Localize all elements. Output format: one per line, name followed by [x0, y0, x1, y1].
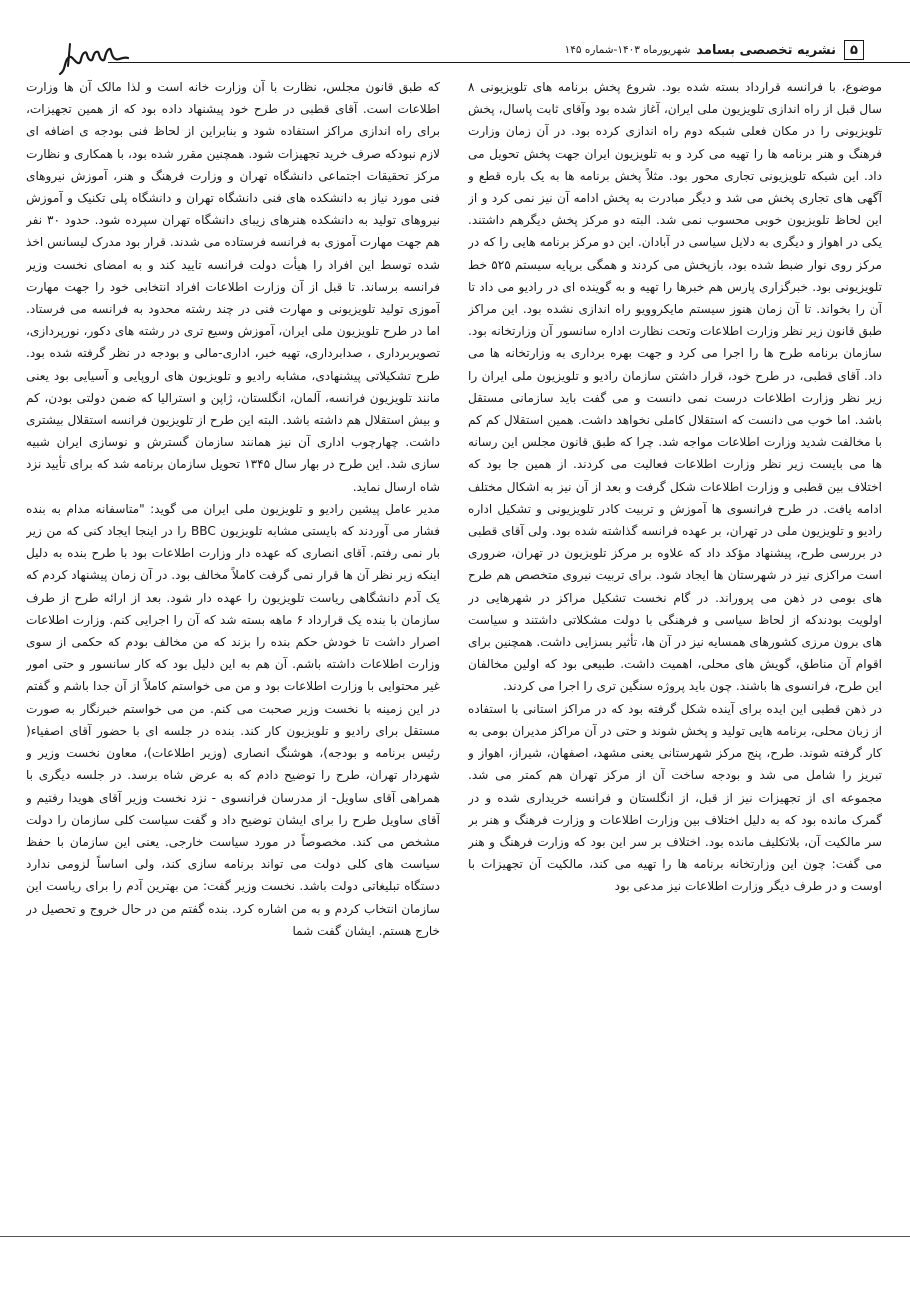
publication-title: نشریه تخصصی بسامد — [696, 42, 836, 58]
left-paragraph-2: مدیر عامل پیشین رادیو و تلویزیون ملی ایران می گوید: "متاسفانه مدام به بنده فشار می آوردند که بایستی مشابه تلویزیون BBC را در اینجا ایجاد کنی که من زیر بار نمی رفتم. آقای انصاری که عهده دار وزارت اطلاعات بود با طرح بنده به دلیل اینکه زیر نظر آن ها قرار نمی گرفت کاملاً مخالف بود. در آن زمان پیشنهاد کردم که یک آدم دانشگاهی ریاست تلویزیون را عهده دار شود. بعد از ارائه طرح از طرف سازمان با بنده یک قرارداد ۶ ماهه بسته شد که آن را اجرایی کنم. وزارت اطلاعات اصرار داشت تا خودش حکم بنده را بزند که من مخالف بودم که حکمی از سوی وزارت اطلاعات داشته باشم. آن هم به این دلیل بود که کار سانسور و حتی امور غیر محتوایی با وزارت اطلاعات بود و من می خواستم کاملاً از آن جدا باشم و گفتم در این زمینه با نخست وزیر صحبت می کنم. من می خواستم خبرنگار به صورت مستقل برای رادیو و تلویزیون کار کند. بنده در جلسه ای با حضور آقای اصفیاء( رئیس برنامه و بودجه)، هوشنگ انصاری (وزیر اطلاعات)، معاون نخست وزیر و شهردار تهران، طرح را توضیح دادم که به عرض شاه برسد. در جلسه دیگری با همراهی آقای ساویل- از مدرسان فرانسوی - نزد نخست وزیر آقای هویدا رفتیم و آقای ساویل طرح را برای ایشان توضیح داد و گفت سیاست کلی سازمان را دولت مشخص می کند. مخصوصاً در مورد سیاست خارجی. یعنی این سازمان با حفظ سیاست های کلی دولت می تواند برنامه سازی کند، ولی اساساً لزومی ندارد دستگاه تبلیغاتی دولت باشد. نخست وزیر گفت: من بهترین آدم را برای ریاست این سازمان انتخاب کردم و به من اشاره کرد. بنده گفتم من در حال خروج و تحصیل در خارج هستم. ایشان گفت شما — [26, 501, 440, 938]
issue-date: شهریورماه ۱۴۰۳-شماره ۱۴۵ — [564, 44, 691, 56]
right-paragraph-1: موضوع، با فرانسه قرارداد بسته شده بود. شروع پخش برنامه های تلویزیونی ۸ سال قبل از راه اندازی تلویزیون ملی ایران، آغاز شده بود وآقای ثابت پاسال، پخش تلویزیونی را در مکان فعلی شبکه دوم راه اندازی کرده بود. در آن زمان وزارت فرهنگ و هنر برنامه ها را تهیه می کرد و به تلویزیون ایران جهت پخش تحویل می داد. این شبکه تلویزیونی تجاری محور بود. مثلاً پخش برنامه ها به یک باره قطع و آگهی های تجاری پخش می شد و دیگر مبادرت به پخش ادامه آن نیز نمی کرد و از این لحاظ تلویزیون خوبی محسوب نمی شد. البته دو مرکز پخش دیگرهم داشتند. یکی در اهواز و دیگری به دلایل سیاسی در آبادان. این دو مرکز برنامه هایی را که در مرکز روی نوار ضبط شده بود، بازپخش می کردند و همگی برپایه سیستم ۵۲۵ خط تلویزیونی بود. خبرگزاری پارس هم خبرها را تهیه و به گوینده ای در رادیو می داد تا آن را بخواند. تا آن زمان هنوز سیستم مایکروویو راه اندازی نشده بود. این مراکز طبق قانون زیر نظر وزارت اطلاعات وتحت نظارت اداره سانسور آن وزارتخانه بود. سازمان برنامه طرح ها را اجرا می کرد و جهت بهره برداری به وزارتخانه ها می داد. آقای قطبی، در طرح خود، قرار داشتن سازمان رادیو و تلویزیون ملی ایران را زیر نظر وزارت اطلاعات درست نمی دانست و می گفت باید سازمانی مستقل باشد. اما خوب می دانست که استقلال کاملی نخواهد داشت. همین استقلال کم کم با مخالفت شدید وزارت اطلاعات مواجه شد. چرا که طبق قانون مجلس این رسانه ها می بایست زیر نظر وزارت اطلاعات فعالیت می کردند. از همین جا بود که اختلاف بین قطبی و وزارت اطلاعات شکل گرفت و بعد از آن نیز به اشکال مختلف ادامه یافت. در طرح فرانسوی ها آموزش و تربیت کادر تلویزیونی و تشکیل اداره رادیو و تلویزیون ملی در تهران، بر عهده فرانسه گذاشته شده بود. ولی آقای قطبی در بررسی طرح، پیشنهاد مؤکد داد که علاوه بر مرکز تلویزیون در تهران، ضروری است مراکزی نیز در شهرستان ها ایجاد شود. برای تربیت نیروی متخصص هم طرح های بومی در ذهن می پروراند. در گام نخست تشکیل مراکز در شهرهایی در اولویت بودندکه از لحاظ سیاسی و فرهنگی با دولت مشکلاتی داشتند و سیاست های برون مرزی کشورهای همسایه نیز در آن ها، تأثیر بسزایی داشت. همچنین برای اقوام آن مناطق، گویش های محلی، اهمیت داشت. طبیعی بود که اولین مخالفان این طرح، فرانسوی ها باشند. چون باید پروژه سنگین تری را اجرا می کردند. — [468, 80, 882, 694]
right-paragraph-2: در ذهن قطبی این ایده برای آینده شکل گرفته بود که در مراکز استانی با استفاده از زبان محلی، برنامه هایی تولید و پخش شوند و حتی در آن مراکز مدیران بومی به کار گرفته شوند. طرح، پنج مرکز شهرستانی یعنی مشهد، اصفهان، شیراز، اهواز و تبریز را شامل می شد و بودجه ساخت آن از مرکز تهران هم کمتر می شد. مجموعه ای از تجهیزات نیز از قبل، از انگلستان و فرانسه خریداری شده و در گمرک مانده بود که به دلیل اختلاف بین وزارت اطلاعات و وزارت فرهنگ و هنر بر سر مالکیت آن، بلاتکلیف مانده بود. اختلاف بر سر این بود که وزارت فرهنگ و هنر می گفت: چون این وزارتخانه برنامه ها را تهیه می کند، مالکیت آن تجهیزات با اوست و در طرف دیگر وزارت اطلاعات نیز مدعی بود — [468, 701, 882, 894]
right-column — [468, 76, 882, 1226]
left-paragraph-1: که طبق قانون مجلس، نظارت با آن وزارت خانه است و لذا مالک آن ها وزارت اطلاعات است. آقای قطبی در طرح خود پیشنهاد داده بود که از همین تجهیزات، برای راه اندازی مراکز استفاده شود و بنابراین از لحاظ فنی بودجه ی اضافه ای لازم نبودکه صرف خرید تجهیزات شود. همچنین مقرر شده بود، با همکاری و نظارت مرکز تحقیقات اجتماعی دانشگاه تهران و وزارت فرهنگ و هنر، آموزش نیروهای فنی مورد نیاز به دانشکده های فنی دانشگاه تهران و دانشگاه پلی تکنیک و آموزش نیروهای تولید به دانشکده هنرهای زیبای دانشگاه تهران سپرده شود. حدود ۳۰ نفر هم جهت مهارت آموزی به فرانسه فرستاده می شدند. قرار بود مدرک لیسانس اخذ شده توسط این افراد را هیأت دولت فرانسه تایید کند و به امضای نخست وزیر فرانسه برساند. تا قبل از آن وزارت اطلاعات افراد انتخابی خود را جهت مهارت آموزی تولید تلویزیونی و مهارت فنی در چند رشته محدود به فرانسه می فرستاد. اما در طرح تلویزیون ملی ایران، آموزش وسیع تری در رشته های دکور، نورپردازی، تصویربرداری ، صدابرداری، تهیه خبر، اداری-مالی و بودجه در نظر گرفته شده بود. طرح تشکیلاتی پیشنهادی، مشابه رادیو و تلویزیون های اروپایی و آسیایی بود یعنی مانند تلویزیون فرانسه، آلمان، انگلستان، ژاپن و استرالیا که ضمن دولتی بودن، کم و بیش استقلال هم داشته باشد. البته این طرح از تلویزیون فرانسه استقلال بیشتری داشت. چهارچوب اداری آن نیز همانند سازمان گسترش و نوسازی ایران شبیه سازی شد. این طرح در بهار سال ۱۳۴۵ تحویل سازمان برنامه شد که برای تأیید نزد شاه ارسال نماید. — [26, 80, 440, 494]
article-columns — [26, 76, 882, 1226]
page-header — [565, 38, 864, 62]
left-column — [26, 76, 440, 1226]
page-number: ۵ — [844, 40, 864, 60]
bassamad-signature-logo-icon — [52, 36, 132, 80]
footer-rule — [0, 1236, 910, 1237]
header-rule — [108, 62, 910, 63]
